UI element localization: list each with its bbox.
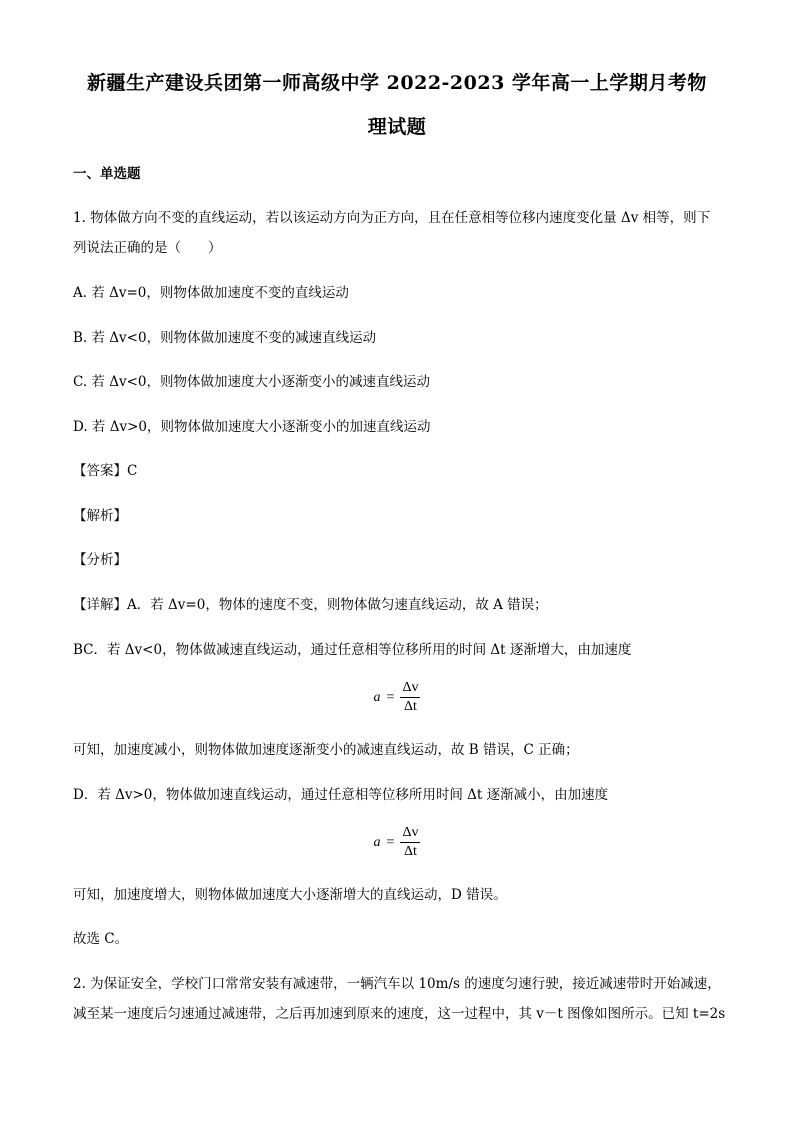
- formula-2: [0, 825, 794, 860]
- formula-equals: =: [386, 834, 395, 850]
- q1-option-d: D. 若 Δv>0，则物体做加速度大小逐渐变小的加速直线运动: [73, 419, 431, 435]
- q1-option-c: C. 若 Δv<0，则物体做加速度大小逐渐变小的减速直线运动: [73, 374, 430, 390]
- formula-lhs: a: [373, 689, 381, 705]
- formula-denominator: Δt: [403, 844, 417, 859]
- formula-numerator: Δv: [400, 825, 420, 843]
- q1-final: 故选 C。: [73, 931, 129, 947]
- q1-answer: [73, 462, 137, 480]
- formula-1: [0, 680, 794, 715]
- document-title-line2: 理试题: [367, 116, 427, 138]
- q1-conclusion-d: 可知，加速度增大，则物体做加速度大小逐渐增大的直线运动，D 错误。: [73, 887, 507, 903]
- q1-jiexi-label: 【解析】: [73, 508, 127, 524]
- answer-value: C: [127, 463, 138, 479]
- detail-a-text: A．若 Δv=0，物体的速度不变，则物体做匀速直线运动，故 A 错误；: [127, 597, 548, 613]
- formula-equals: =: [386, 689, 395, 705]
- q1-detail-bc: BC．若 Δv<0，物体做减速直线运动，通过任意相等位移所用的时间 Δt 逐渐增大，由加速度: [73, 642, 632, 658]
- q1-detail-a: [73, 596, 548, 614]
- q1-option-b: B. 若 Δv<0，则物体做加速度不变的减速直线运动: [73, 330, 377, 346]
- q1-stem-line2: 列说法正确的是（ ）: [73, 240, 222, 256]
- q2-stem-line2: 减至某一速度后匀速通过减速带，之后再加速到原来的速度，这一过程中，其 v－t 图像如图所示。已知 t=2s: [73, 1006, 726, 1022]
- q1-stem-line1: 1. 物体做方向不变的直线运动，若以该运动方向为正方向，且在任意相等位移内速度变化量 Δv 相等，则下: [73, 210, 711, 226]
- q1-detail-d: D．若 Δv>0，物体做加速直线运动，通过任意相等位移所用时间 Δt 逐渐减小，由加速度: [73, 787, 609, 803]
- formula-denominator: Δt: [403, 699, 417, 714]
- q1-conclusion-bc: 可知，加速度减小，则物体做加速度逐渐变小的减速直线运动，故 B 错误，C 正确；: [73, 742, 579, 758]
- section-heading: 一、单选题: [73, 166, 141, 182]
- q1-option-a: A. 若 Δv=0，则物体做加速度不变的直线运动: [73, 285, 349, 301]
- formula-numerator: Δv: [400, 680, 420, 698]
- formula-lhs: a: [373, 834, 381, 850]
- document-title-line1: 新疆生产建设兵团第一师高级中学 2022-2023 学年高一上学期月考物: [87, 72, 707, 94]
- q1-fenxi-label: 【分析】: [73, 552, 127, 568]
- answer-label: 【答案】: [73, 463, 127, 479]
- q2-stem-line1: 2. 为保证安全，学校门口常常安装有减速带，一辆汽车以 10m/s 的速度匀速行驶，接近减速带时开始减速，: [73, 976, 721, 992]
- xiangjie-label: 【详解】: [73, 597, 127, 613]
